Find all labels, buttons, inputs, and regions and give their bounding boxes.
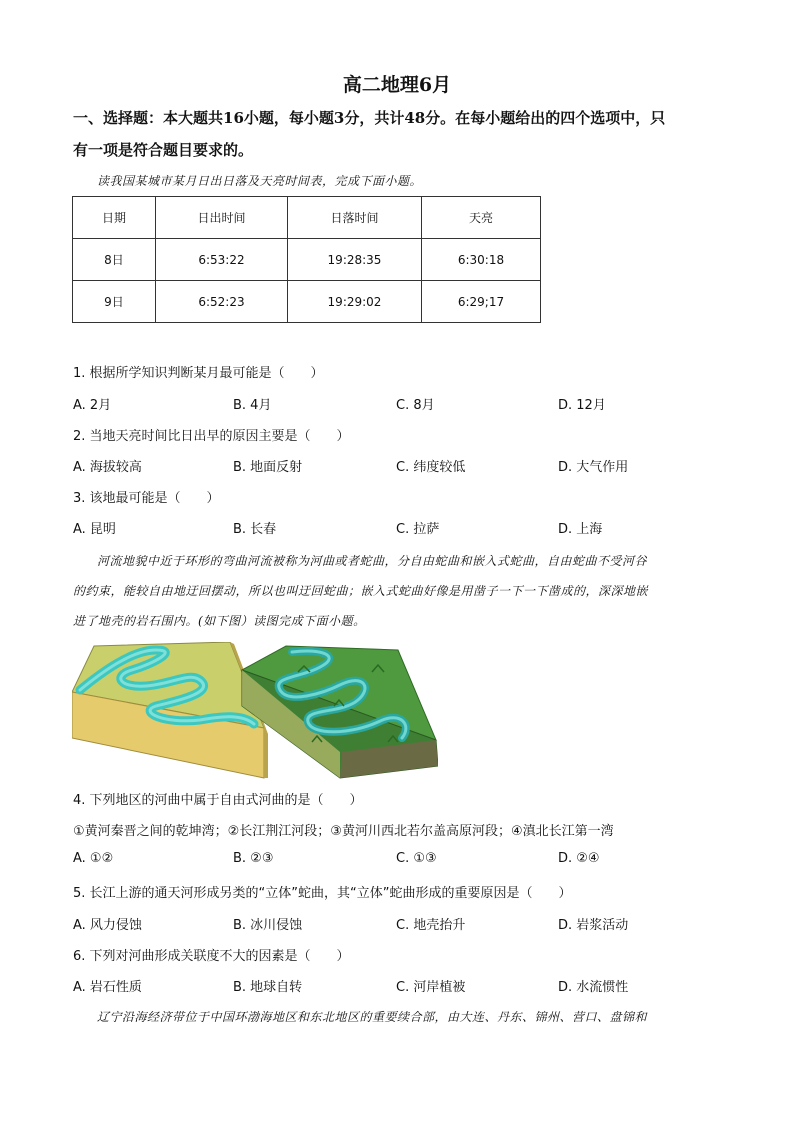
option-d[interactable]: D. 12月 bbox=[558, 398, 606, 413]
table-cell: 19:29:02 bbox=[288, 281, 422, 323]
option-c[interactable]: C. 纬度较低 bbox=[396, 460, 466, 475]
question-5: 5. 长江上游的通天河形成另类的“立体”蛇曲，其“立体”蛇曲形成的重要原因是（ ） bbox=[73, 886, 572, 901]
meander-figure bbox=[72, 642, 438, 780]
option-b[interactable]: B. 地球自转 bbox=[233, 980, 303, 995]
option-b[interactable]: B. ②③ bbox=[233, 851, 274, 866]
table-row bbox=[73, 281, 541, 323]
option-a[interactable]: A. 海拔较高 bbox=[73, 460, 142, 475]
intro-meander-line3: 进了地壳的岩石围内。(如下图）读图完成下面小题。 bbox=[73, 614, 366, 628]
option-c[interactable]: C. 地壳抬升 bbox=[396, 918, 466, 933]
option-c[interactable]: C. 河岸植被 bbox=[396, 980, 466, 995]
option-c[interactable]: C. 8月 bbox=[396, 398, 435, 413]
option-a[interactable]: A. 风力侵蚀 bbox=[73, 918, 142, 933]
table-cell: 9日 bbox=[73, 281, 156, 323]
table-row bbox=[73, 239, 541, 281]
intro-meander-line2: 的约束，能较自由地迂回摆动，所以也叫迂回蛇曲；嵌入式蛇曲好像是用凿子一下一下凿成的，深深地嵌 bbox=[73, 584, 649, 598]
question-4: 4. 下列地区的河曲中属于自由式河曲的是（ ） bbox=[73, 793, 363, 808]
option-d[interactable]: D. ②④ bbox=[558, 851, 600, 866]
intro-liaoning: 辽宁沿海经济带位于中国环渤海地区和东北地区的重要续合部，由大连、丹东、锦州、营口、盘锦和 bbox=[97, 1010, 648, 1024]
option-b[interactable]: B. 长春 bbox=[233, 522, 277, 537]
option-a[interactable]: A. 2月 bbox=[73, 398, 112, 413]
intro-meander-line1: 河流地貌中近于环形的弯曲河流被称为河曲或者蛇曲，分自由蛇曲和嵌入式蛇曲，自由蛇曲不受河谷 bbox=[97, 554, 648, 568]
table-cell: 8日 bbox=[73, 239, 156, 281]
incised-meander-block bbox=[242, 646, 438, 778]
option-d[interactable]: D. 水流惯性 bbox=[558, 980, 629, 995]
option-a[interactable]: A. 昆明 bbox=[73, 522, 116, 537]
option-c[interactable]: C. ①③ bbox=[396, 851, 437, 866]
table-cell: 6:53:22 bbox=[156, 239, 288, 281]
table-cell: 6:29;17 bbox=[422, 281, 541, 323]
option-c[interactable]: C. 拉萨 bbox=[396, 522, 440, 537]
question-1: 1. 根据所学知识判断某月最可能是（ ） bbox=[73, 366, 324, 381]
option-b[interactable]: B. 冰川侵蚀 bbox=[233, 918, 303, 933]
option-a[interactable]: A. ①② bbox=[73, 851, 114, 866]
table-header: 日落时间 bbox=[288, 197, 422, 239]
table-cell: 6:52:23 bbox=[156, 281, 288, 323]
option-b[interactable]: B. 4月 bbox=[233, 398, 272, 413]
option-d[interactable]: D. 岩浆活动 bbox=[558, 918, 629, 933]
question-2: 2. 当地天亮时间比日出早的原因主要是（ ） bbox=[73, 429, 350, 444]
table-header-row bbox=[73, 197, 541, 239]
table-header: 日出时间 bbox=[156, 197, 288, 239]
option-d[interactable]: D. 上海 bbox=[558, 522, 603, 537]
section-heading-line2: 有一项是符合题目要求的。 bbox=[73, 141, 254, 159]
question-4-statements: ①黄河秦晋之间的乾坤湾；②长江荆江河段；③黄河川西北若尔盖高原河段；④滇北长江第一湾 bbox=[73, 824, 614, 839]
question-3: 3. 该地最可能是（ ） bbox=[73, 491, 220, 506]
page-title: 高二地理6月 bbox=[342, 74, 452, 96]
table-cell: 19:28:35 bbox=[288, 239, 422, 281]
option-a[interactable]: A. 岩石性质 bbox=[73, 980, 142, 995]
table-header: 日期 bbox=[73, 197, 156, 239]
table-header: 天亮 bbox=[422, 197, 541, 239]
table-cell: 6:30:18 bbox=[422, 239, 541, 281]
intro-table: 读我国某城市某月日出日落及天亮时间表，完成下面小题。 bbox=[97, 174, 423, 188]
option-b[interactable]: B. 地面反射 bbox=[233, 460, 303, 475]
question-6: 6. 下列对河曲形成关联度不大的因素是（ ） bbox=[73, 949, 350, 964]
free-meander-block bbox=[72, 642, 268, 778]
section-heading-line1: 一、选择题：本大题共16小题，每小题3分，共计48分。在每小题给出的四个选项中，只 bbox=[73, 109, 666, 127]
sunrise-table bbox=[72, 196, 541, 323]
option-d[interactable]: D. 大气作用 bbox=[558, 460, 629, 475]
